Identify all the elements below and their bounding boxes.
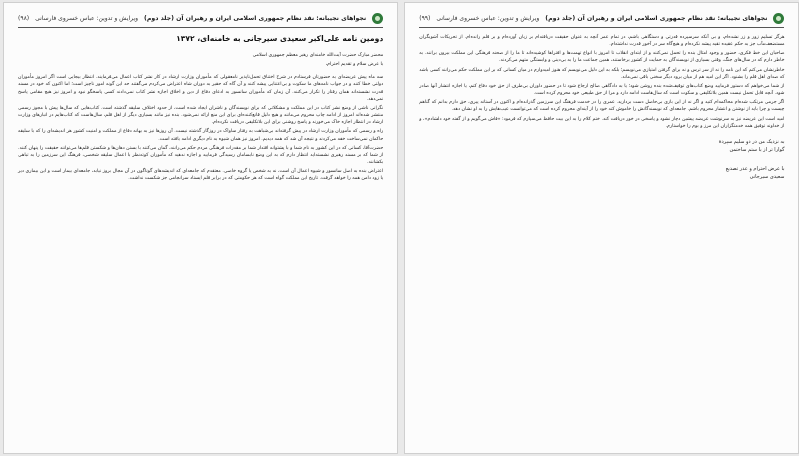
editor-credit: ویرایش و تدوین: عباس خسروی فارسانی: [35, 14, 139, 22]
letter-title: دومین نامه علی‌اکبر سعیدی سیرجانی به خامنه‌ای، ۱۳۷۲: [176, 34, 384, 43]
paragraph: اگر جرمی مرتکب شده‌ام محاکمه‌ام کنید و اگر نه از این بازی بی‌حاصل دست بردارید. عمری را در خدمت فرهنگ این سرزمین گذرانده‌ام و اکنون در آستانه پیری، حق دارم بدانم که گناهم چیست و چرا باید از نوشتن و انتشار محروم باشم. جامعه‌ای که نویسندگانش را خاموش کند خود را از آینه‌ای محروم کرده است که می‌توانست عیب‌هایش را به او نشان دهد.: [419, 100, 785, 113]
emblem-icon: [372, 13, 383, 24]
paragraph: خاطرنشان می‌کنم که این نامه را نه از سر ترس و نه برای گرفتن امتیازی می‌نویسم؛ بلکه به این دلیل می‌نویسم که هنوز امیدوارم در میان کسانی که بر این مملکت حکم می‌رانند کسی باشد که صدای اهل قلم را بشنود. اگر این امید هم از میان برود دیگر سخنی باقی نمی‌ماند.: [419, 67, 785, 80]
greeting: با عرض سلام و تقدیم احترام،: [325, 62, 384, 68]
paragraph: امید است این عریضه نیز به سرنوشت عریضه پیشین دچار نشود و پاسخی در خور دریافت کند. ختم کلام را به این بیت حافظ می‌سپارم که فرمود: «فاش می‌گویم و از گفته خود دلشادم»، و از خداوند توفیق همه خدمتگزاران این مرز و بوم را خواستارم.: [419, 116, 785, 129]
editor-credit: ویرایش و تدوین: عباس خسروی فارسانی: [436, 14, 540, 22]
salutation: محضر مبارک حضرت آیت‌الله خامنه‌ای رهبر معظم جمهوری اسلامی: [252, 53, 384, 58]
header-rule: [419, 27, 784, 28]
right-page-header: [419, 11, 784, 25]
closing-verse-line: گوارا تر از با ستم ساختمن: [729, 147, 785, 154]
right-page: [404, 2, 799, 454]
paragraph: هرگز تسلیم زور و زر نشده‌ام، و بی آنکه سرسپرده قدرتی و دستگاهی باشم، در تمام عمر آنچه به عنوان حقیقت دریافته‌ام بر زبان آورده‌ام و بر قلم رانده‌ام. از تحریکات آشوبگران مستضعف‌مآب جز به حکم عقیده تقیه پیشه نکرده‌ام و هیچ‌گاه سر در آخور قدرت نداشته‌ام.: [419, 35, 785, 48]
paragraph: راه و رسمی که مأموران وزارت ارشاد در پیش گرفته‌اند بی‌شباهت به رفتار ساواک در روزگار گذشته نیست. آن روزها نیز به بهانه دفاع از مملکت و امنیت کشور هر اندیشه‌ای را که با سلیقه حاکمان نمی‌ساخت خفه می‌کردند و نتیجه آن شد که همه دیدیم. امروز نیز همان شیوه به نام دیگری ادامه یافته است.: [18, 129, 384, 142]
header-rule: [18, 27, 383, 28]
closing-verse-line: به نزدیک من در دو سلیم سپردهٔ: [718, 138, 785, 145]
paragraph: اعتراض بنده به اصل سانسور و شیوه اعمال آن است، نه به شخص یا گروه خاصی. معتقدم که جامعه‌ای که اندیشه‌های گوناگون در آن مجال بروز نیابد، جامعه‌ای بیمار است و این بیماری دیر یا زود دامن همه را خواهد گرفت. تاریخ این مملکت گواه است که هر حکومتی که در برابر قلم ایستاد سرانجامی جز شکست نداشت.: [18, 169, 384, 182]
paragraph: سه ماه پیش عریضه‌ای به حضورتان فرستادم در شرح اختناق تحمل‌ناپذیر نامعقولی که مأموران وزارت ارشاد در کار نشر کتاب اعمال می‌فرمایند. انتظار بیجایی است اگر امروز مأموران دولتی خطا کنند و در جواب نامه‌های ما سکوت و بی‌اعتنایی پیشه کنند و آن گاه که حقیر به دوران شاه اعتراض می‌کردم می‌گفتند حد این گونه امور ناچیز است؛ اما اکنون که خود در مسند قدرت نشسته‌اند همان رفتار را تکرار می‌کنند. آن زمان که مأموران سانسور به ادعای دفاع از دین و اخلاق اجازه نشر کتاب نمی‌دادند کسی پاسخگو نبود و امروز نیز هیچ مقامی پاسخ نمی‌دهد.: [18, 75, 384, 102]
paragraph: نگرانی ناشی از وضع نشر کتاب در این مملکت و مشکلاتی که برای نویسندگان و ناشران ایجاد شده است، از حدود اختلاف سلیقه گذشته است. کتاب‌هایی که سال‌ها پیش با مجوز رسمی منتشر شده‌اند امروز از ادامه چاپ محروم می‌مانند و هیچ دلیل قانع‌کننده‌ای برای این منع ارائه نمی‌شود. بنده نیز مانند بسیاری دیگر از اهل قلم، سال‌هاست که کتاب‌هایم در انبارهای وزارت ارشاد در انتظار اجازه خاک می‌خورند و پاسخ روشنی برای این بلاتکلیفی دریافت نکرده‌ام.: [18, 105, 384, 126]
page-number: (۹۹): [419, 14, 431, 22]
closing-block: [419, 138, 784, 182]
page-number: (۹۸): [18, 14, 30, 22]
paragraph: صاحبان این خط فکری، حضور و وجود امثال بنده را تحمل نمی‌کنند و از ابتدای انقلاب تا امروز با انواع تهمت‌ها و افتراها کوشیده‌اند تا ما را از صحنه فرهنگی این مملکت بیرون برانند. به خاطر دارم که در سال‌های جنگ، وقتی بسیاری از نویسندگان به حمایت از کشور برخاستند، همین جماعت ما را به بی‌دینی و وابستگی متهم می‌کردند.: [419, 51, 785, 64]
left-page-header: [18, 11, 383, 25]
paragraph: از شما می‌خواهم که دستور فرمایید وضع کتاب‌های توقیف‌شده بنده روشن شود؛ یا به دادگاهی صالح ارجاع شود تا در حضور داوران بی‌طرف از حق خود دفاع کنم، یا اجازه انتشار آنها صادر شود. آنچه قابل تحمل نیست همین بلاتکلیفی و سکوت است که سال‌هاست ادامه دارد و مرا از حق طبیعی خود محروم کرده است.: [419, 83, 785, 97]
running-title: نجواهای نجیبانه: نقد نظام جمهوری اسلامی ایران و رهبران آن (جلد دوم): [144, 14, 367, 22]
running-title: نجواهای نجیبانه: نقد نظام جمهوری اسلامی ایران و رهبران آن (جلد دوم): [545, 14, 768, 22]
left-page: [3, 2, 398, 454]
signature: سعیدی سیرجانی: [749, 174, 785, 181]
paragraph: حضرت‌آقا، کسانی که در این کشور به نام شما و با پشتوانه اقتدار شما بر مقدرات فرهنگی مردم حکم می‌رانند، گمان می‌کنند با بستن دهان‌ها و شکستن قلم‌ها می‌توانند حقیقت را پنهان کنند. از شما که بر مسند رهبری نشسته‌اید انتظار دارم که به این وضع نابسامان رسیدگی فرمایید و اجازه ندهید که مأموران کوته‌نظر با اعمال سلیقه شخصی، فرهنگ این سرزمین را به تباهی بکشانند.: [18, 145, 384, 166]
closing-respect: با عرض احترام و عذر تصدیع: [725, 165, 785, 172]
emblem-icon: [773, 13, 784, 24]
